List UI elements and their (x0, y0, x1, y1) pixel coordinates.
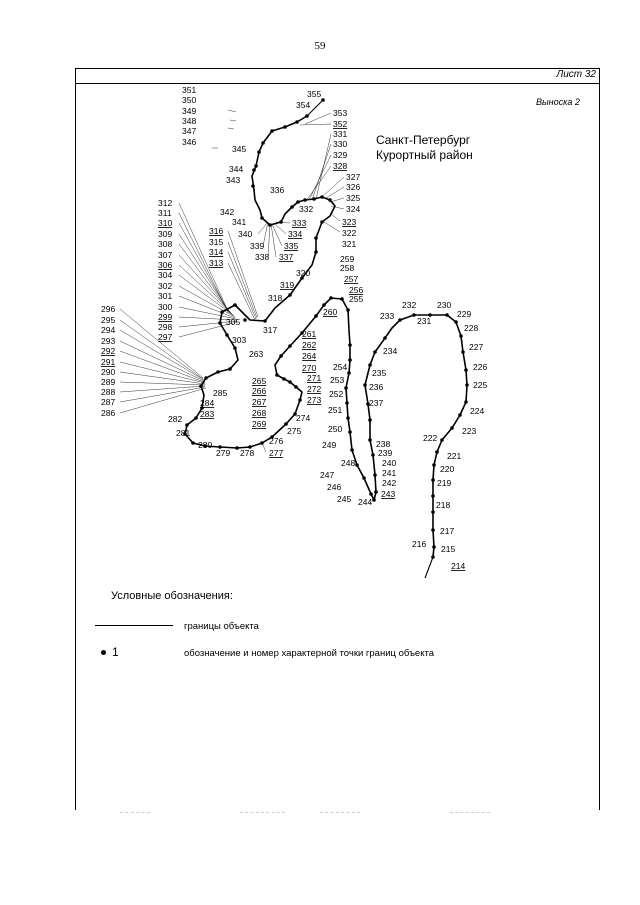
boundary-point (268, 223, 272, 227)
point-label: 349 (182, 106, 197, 116)
boundary-point (445, 313, 449, 317)
leader-line (120, 382, 205, 385)
boundary-point (321, 98, 325, 102)
leader-line (179, 265, 233, 315)
leader-line (120, 362, 205, 383)
boundary-point (348, 358, 352, 362)
boundary-point (235, 446, 239, 450)
point-label: 307 (158, 250, 173, 260)
point-label: 296 (101, 304, 116, 314)
point-label: 223 (462, 426, 477, 436)
leader-line (120, 388, 206, 413)
point-label: 291 (101, 357, 116, 367)
point-label: 261 (302, 329, 317, 339)
sheet-label: Лист 32 (556, 69, 596, 80)
point-label: 238 (376, 439, 391, 449)
point-label: 249 (322, 440, 337, 450)
boundary-point (303, 198, 307, 202)
point-label: 338 (255, 252, 270, 262)
point-label: 318 (268, 293, 283, 303)
leader-line (326, 187, 344, 198)
boundary-point (355, 463, 359, 467)
point-label: 274 (296, 413, 311, 423)
boundary-point (270, 129, 274, 133)
callout-label: Выноска 2 (536, 97, 580, 107)
boundary-point (432, 463, 436, 467)
point-label: 228 (464, 323, 479, 333)
boundary-point (283, 125, 287, 129)
boundary-point (432, 545, 436, 549)
boundary-point (328, 198, 332, 202)
boundary-point (288, 293, 292, 297)
boundary-point (288, 380, 292, 384)
boundary-point (243, 318, 247, 322)
boundary-point (257, 150, 261, 154)
legend-point-dot-icon (101, 650, 106, 655)
point-label: 267 (252, 397, 267, 407)
point-label: 248 (341, 458, 356, 468)
point-label: 230 (437, 300, 452, 310)
point-label: 266 (252, 386, 267, 396)
point-label: 220 (440, 464, 455, 474)
boundary-point (233, 346, 237, 350)
point-label: 340 (238, 229, 253, 239)
boundary-point (461, 350, 465, 354)
boundary-point (260, 216, 264, 220)
point-label: 255 (349, 294, 364, 304)
boundary-point (252, 168, 256, 172)
boundary-point (204, 376, 208, 380)
point-label: 284 (200, 398, 215, 408)
boundary-point (305, 114, 309, 118)
point-label: 240 (382, 458, 397, 468)
point-label: 329 (333, 150, 348, 160)
point-label: 245 (337, 494, 352, 504)
point-label: 315 (209, 237, 224, 247)
point-label: 268 (252, 408, 267, 418)
point-label: 354 (296, 100, 311, 110)
point-label: 337 (279, 252, 294, 262)
boundary-point (373, 350, 377, 354)
boundary-point (464, 400, 468, 404)
boundary-point (312, 197, 316, 201)
leader-line (272, 224, 282, 246)
district-name: Курортный район (376, 148, 473, 162)
point-label: 226 (473, 362, 488, 372)
point-label: 326 (346, 182, 361, 192)
boundary-point (465, 383, 469, 387)
point-label: 243 (381, 489, 396, 499)
point-label: 336 (270, 185, 285, 195)
scan-artifact (120, 812, 150, 813)
boundary-point (314, 236, 318, 240)
boundary-point (290, 205, 294, 209)
point-label: 246 (327, 482, 342, 492)
point-label: 335 (284, 241, 299, 251)
point-label: 281 (176, 428, 191, 438)
point-label: 215 (441, 544, 456, 554)
point-label: 293 (101, 336, 116, 346)
point-label: 221 (447, 451, 462, 461)
point-label: 301 (158, 291, 173, 301)
leader-line (271, 224, 276, 257)
point-label: 216 (412, 539, 427, 549)
point-label: 231 (417, 316, 432, 326)
boundary-point (263, 319, 267, 323)
boundary-point (398, 318, 402, 322)
point-label: 298 (158, 322, 173, 332)
point-label: 275 (287, 426, 302, 436)
point-label: 319 (280, 280, 295, 290)
point-label: 324 (346, 204, 361, 214)
boundary-point (363, 383, 367, 387)
boundary-point (275, 373, 279, 377)
boundary-point (346, 416, 350, 420)
legend-boundary-text: границы объекта (184, 621, 259, 632)
point-label: 287 (101, 397, 116, 407)
point-label: 334 (288, 229, 303, 239)
boundary-point (329, 296, 333, 300)
boundary-point (340, 297, 344, 301)
point-label: 252 (329, 389, 344, 399)
leader-line (120, 386, 205, 392)
point-label: 311 (158, 208, 172, 218)
boundary-point (260, 441, 264, 445)
legend-point-number: 1 (112, 645, 119, 659)
point-label: 309 (158, 229, 173, 239)
boundary-point (373, 473, 377, 477)
point-label: 316 (209, 226, 224, 236)
boundary-point (295, 120, 299, 124)
point-label: 342 (220, 207, 235, 217)
boundary-tail-bottom (425, 557, 433, 578)
point-label: 304 (158, 270, 173, 280)
point-label: 227 (469, 342, 484, 352)
point-label: 283 (200, 409, 215, 419)
boundary-point (348, 343, 352, 347)
scan-artifact (240, 812, 285, 813)
point-label: 333 (292, 218, 307, 228)
point-label: 292 (101, 346, 116, 356)
leader-line (120, 387, 205, 402)
leader-line (120, 341, 204, 381)
point-label: 251 (328, 405, 343, 415)
leader-line (179, 244, 231, 314)
point-label: 237 (369, 398, 384, 408)
point-label: 253 (330, 375, 345, 385)
point-label: 258 (340, 263, 355, 273)
point-labels (101, 85, 487, 571)
point-label: 277 (269, 448, 284, 458)
page-number: 59 (314, 40, 326, 52)
point-label: 247 (320, 470, 335, 480)
boundary-point (220, 310, 224, 314)
boundary-point (368, 438, 372, 442)
point-label: 280 (198, 440, 213, 450)
point-label: 308 (158, 239, 173, 249)
point-label: 222 (423, 433, 438, 443)
point-label: 217 (440, 526, 455, 536)
boundary-point (431, 510, 435, 514)
point-label: 290 (101, 367, 116, 377)
leader-line (120, 351, 204, 382)
point-label: 282 (168, 414, 183, 424)
point-label: 234 (383, 346, 398, 356)
point-label: 320 (296, 268, 311, 278)
boundary-point (251, 184, 255, 188)
point-label: 297 (158, 332, 173, 342)
legend-point-symbol (101, 645, 119, 659)
point-label: 321 (342, 239, 357, 249)
boundary-point (431, 494, 435, 498)
leader-line (322, 177, 344, 197)
point-label: 295 (101, 315, 116, 325)
point-label: 279 (216, 448, 231, 458)
boundary-point (199, 384, 203, 388)
boundary-point (372, 498, 376, 502)
point-label: 225 (473, 380, 488, 390)
boundary-point (216, 370, 220, 374)
point-label: 286 (101, 408, 116, 418)
boundary-point (368, 363, 372, 367)
point-label: 239 (378, 448, 393, 458)
point-label: 288 (101, 387, 116, 397)
leader-line (306, 166, 331, 201)
point-label: 273 (307, 395, 322, 405)
point-label: 313 (209, 258, 224, 268)
point-label: 352 (333, 119, 348, 129)
point-label: 322 (342, 228, 357, 238)
point-label: 328 (333, 161, 348, 171)
leader-line (258, 222, 268, 234)
point-label: 264 (302, 351, 317, 361)
point-label: 299 (158, 312, 173, 322)
boundary-point (228, 367, 232, 371)
point-label: 257 (344, 274, 359, 284)
boundary-point (185, 423, 189, 427)
boundary-point (440, 438, 444, 442)
point-label: 244 (358, 497, 373, 507)
legend-title: Условные обозначения: (111, 590, 233, 602)
boundary-point (314, 250, 318, 254)
point-label: 270 (302, 363, 317, 373)
point-label: 327 (346, 172, 361, 182)
boundary-point (320, 195, 324, 199)
boundary-point (350, 448, 354, 452)
boundary-point (383, 336, 387, 340)
point-label: 218 (436, 500, 451, 510)
point-label: 351 (182, 85, 197, 95)
scan-artifact (450, 812, 490, 813)
boundary-point (279, 220, 283, 224)
point-label: 317 (263, 325, 278, 335)
point-label: 306 (158, 260, 173, 270)
point-label: 339 (250, 241, 265, 251)
boundary-point (348, 430, 352, 434)
boundary-point (435, 450, 439, 454)
leader-line (228, 252, 256, 319)
point-label: 235 (372, 368, 387, 378)
boundary-point (346, 308, 350, 312)
point-label: 330 (333, 139, 348, 149)
point-label: 263 (249, 349, 264, 359)
point-label: 232 (402, 300, 417, 310)
point-label: 236 (369, 382, 384, 392)
boundary-point (191, 441, 195, 445)
boundary-point (459, 334, 463, 338)
boundary-point (345, 401, 349, 405)
boundary-point (279, 354, 283, 358)
boundary-point (254, 164, 258, 168)
point-label: 303 (232, 335, 247, 345)
point-label: 259 (340, 254, 355, 264)
boundary-point (233, 303, 237, 307)
leader-line (120, 372, 205, 384)
point-label: 272 (307, 384, 322, 394)
point-label: 233 (380, 311, 395, 321)
boundary-point (412, 313, 416, 317)
boundary-point (368, 418, 372, 422)
point-label: 323 (342, 217, 357, 227)
boundary-point (374, 490, 378, 494)
legend-point-text: обозначение и номер характерной точки границ объекта (184, 648, 435, 659)
boundary-point (371, 453, 375, 457)
point-label: 269 (252, 419, 267, 429)
point-label: 262 (302, 340, 317, 350)
boundary-point (362, 476, 366, 480)
leader-line (228, 110, 236, 112)
legend-boundary-line (95, 625, 173, 626)
boundary-point (298, 398, 302, 402)
point-label: 229 (457, 309, 472, 319)
boundary-point (344, 386, 348, 390)
leader-line (300, 124, 331, 125)
point-label: 355 (307, 89, 322, 99)
boundary-point (431, 528, 435, 532)
point-label: 256 (349, 285, 364, 295)
point-label: 254 (333, 362, 348, 372)
leader-line (230, 120, 236, 121)
point-label: 344 (229, 164, 244, 174)
point-label: 289 (101, 377, 116, 387)
point-label: 332 (299, 204, 314, 214)
point-label: 285 (213, 388, 228, 398)
leader-line (309, 155, 331, 200)
point-label: 276 (269, 436, 284, 446)
point-label: 250 (328, 424, 343, 434)
boundary-point (369, 492, 373, 496)
point-label: 353 (333, 108, 348, 118)
boundary-point (218, 321, 222, 325)
leader-line (228, 128, 234, 129)
boundary-point (454, 320, 458, 324)
point-label: 346 (182, 137, 197, 147)
boundary-point (347, 371, 351, 375)
point-label: 241 (382, 468, 397, 478)
leader-line (179, 286, 235, 317)
boundary-point (261, 141, 265, 145)
point-label: 214 (451, 561, 466, 571)
leader-line (179, 296, 235, 318)
point-label: 341 (232, 217, 247, 227)
point-label: 224 (470, 406, 485, 416)
boundary-point (320, 220, 324, 224)
point-label: 302 (158, 281, 173, 291)
boundary-point (431, 478, 435, 482)
boundary-point (450, 426, 454, 430)
boundary-point (458, 413, 462, 417)
point-label: 260 (323, 307, 338, 317)
point-label: 345 (232, 144, 247, 154)
point-label: 242 (382, 478, 397, 488)
scan-artifact (320, 812, 360, 813)
boundary-point (464, 368, 468, 372)
boundary-point (431, 555, 435, 559)
leader-line (179, 255, 232, 314)
point-label: 310 (158, 218, 173, 228)
boundary-point (194, 416, 198, 420)
point-label: 278 (240, 448, 255, 458)
point-label: 325 (346, 193, 361, 203)
point-label: 300 (158, 302, 173, 312)
leader-line (324, 222, 340, 232)
leader-line (179, 203, 228, 311)
point-label: 314 (209, 247, 224, 257)
point-label: 305 (226, 317, 241, 327)
point-label: 219 (437, 478, 452, 488)
boundary-point (282, 377, 286, 381)
point-label: 265 (252, 376, 267, 386)
point-label: 294 (101, 325, 116, 335)
boundary-point (294, 385, 298, 389)
point-label: 347 (182, 126, 197, 136)
boundary-point (225, 333, 229, 337)
point-label: 271 (307, 373, 322, 383)
point-label: 348 (182, 116, 197, 126)
point-label: 331 (333, 129, 348, 139)
city-name: Санкт-Петербург (376, 133, 471, 147)
boundary-point (314, 314, 318, 318)
boundary-point (288, 344, 292, 348)
point-label: 312 (158, 198, 173, 208)
point-label: 343 (226, 175, 241, 185)
point-label: 350 (182, 95, 197, 105)
